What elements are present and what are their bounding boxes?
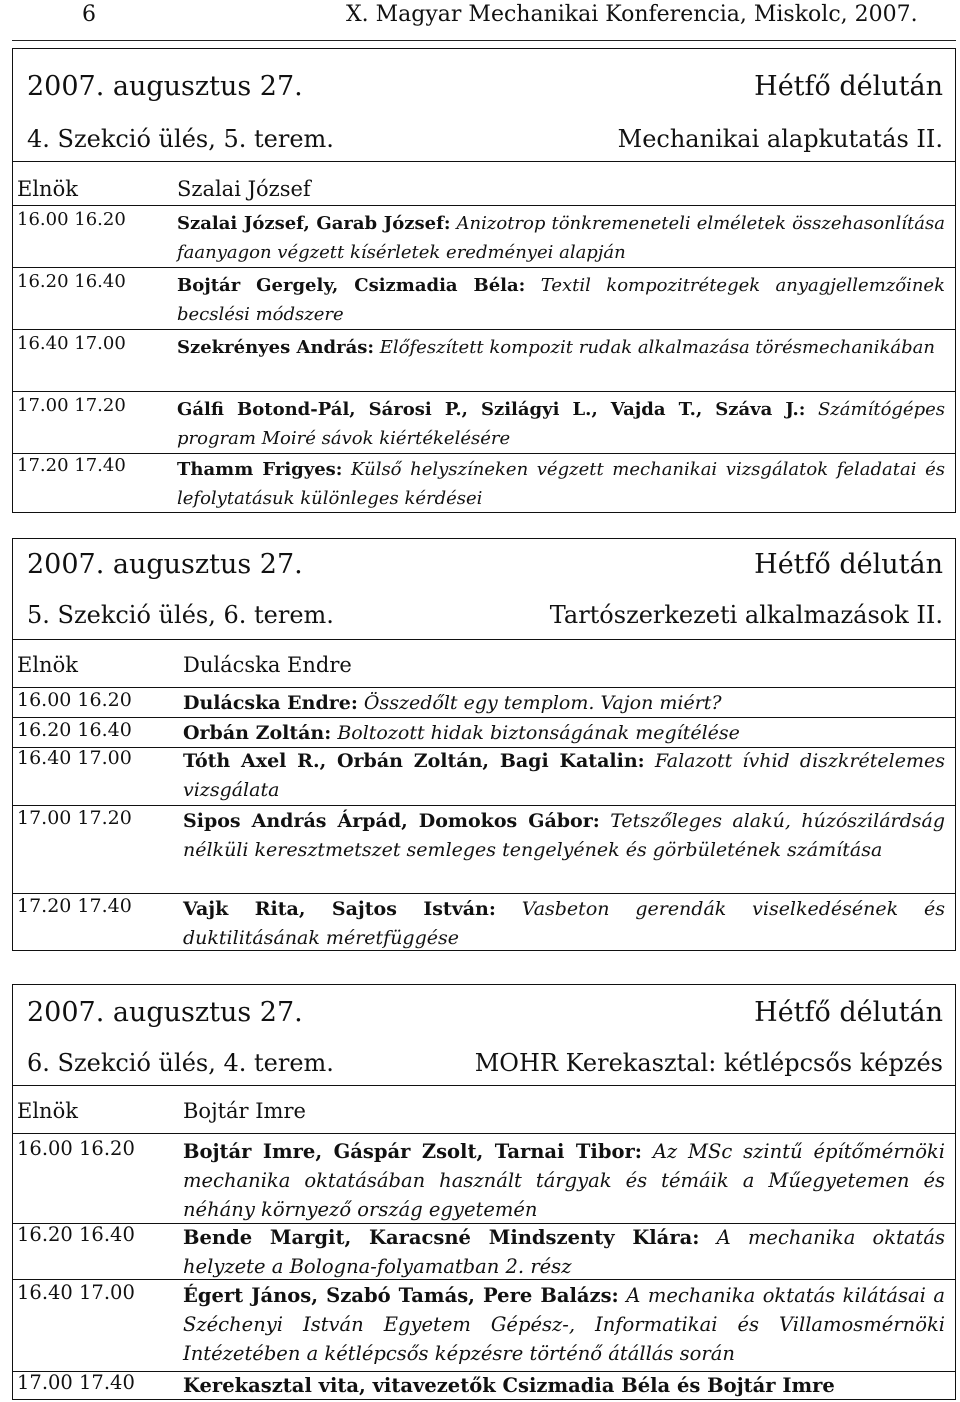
talk-authors: Sipos András Árpád, Domokos Gábor: [183, 810, 600, 832]
talk-desc [177, 395, 945, 453]
chair-label: Elnök [17, 653, 78, 677]
talk-time: 16.00 16.20 [17, 1137, 135, 1160]
session-room: 4. Szekció ülés, 5. terem. [27, 125, 334, 153]
talk-divider [13, 329, 955, 330]
chair-divider [13, 205, 955, 206]
talk-title: Textil kompozitrétegek anyagjellemzőinek becslési módszere [177, 275, 945, 325]
session-block-5 [12, 538, 956, 951]
talk-authors: Thamm Frigyes: [177, 459, 343, 480]
talk-divider [13, 391, 955, 392]
talk-authors: Bende Margit, Karacsné Mindszenty Klára: [183, 1226, 700, 1249]
talk-title: Számítógépes program Moiré sávok kiértékelésére [177, 399, 945, 449]
talk-desc [183, 1371, 945, 1400]
talk-title: Előfeszített kompozit rudak alkalmazása törésmechanikában [379, 337, 935, 358]
talk-time: 16.40 17.00 [17, 747, 132, 769]
session-day: Hétfő délután [754, 71, 943, 102]
session-day: Hétfő délután [754, 549, 943, 580]
talk-divider [13, 453, 955, 454]
talk-authors: Bojtár Imre, Gáspár Zsolt, Tarnai Tibor: [183, 1140, 642, 1163]
talk-time: 17.20 17.40 [17, 895, 132, 917]
talk-title: Vasbeton gerendák viselkedésének és duktilitásának méretfüggése [183, 898, 945, 949]
talk-authors: Kerekasztal vita, vitavezetők Csizmadia Béla és Bojtár Imre [183, 1374, 835, 1397]
talk-title: Az MSc szintű építőmérnöki mechanika oktatásában használt tárgyak és témáik a Műegyetemen és néhány környező ország egyetemén [183, 1140, 945, 1221]
session-divider [13, 639, 955, 640]
chair-divider [13, 1133, 955, 1134]
chair-name: Bojtár Imre [183, 1099, 306, 1123]
talk-time: 17.00 17.20 [17, 807, 132, 829]
talk-title: Tetszőleges alakú, húzószilárdság nélküli keresztmetszet semleges tengelyének és görbületének számítása [183, 810, 946, 861]
talk-desc [183, 689, 945, 718]
session-theme: Mechanikai alapkutatás II. [617, 125, 943, 153]
talk-desc [183, 807, 945, 865]
session-room: 6. Szekció ülés, 4. terem. [27, 1049, 334, 1077]
talk-title: Összedőlt egy templom. Vajon miért? [363, 692, 722, 714]
talk-time: 16.40 17.00 [17, 333, 126, 354]
talk-desc [183, 1281, 945, 1368]
session-block-6 [12, 984, 956, 1400]
session-date: 2007. augusztus 27. [27, 997, 303, 1028]
talk-title: Külső helyszíneken végzett mechanikai vizsgálatok feladatai és lefolytatásuk különleges kérdései [177, 459, 945, 509]
session-room: 5. Szekció ülés, 6. terem. [27, 601, 334, 629]
talk-time: 16.40 17.00 [17, 1281, 135, 1304]
talk-authors: Szalai József, Garab József: [177, 213, 451, 234]
session-block-4 [12, 48, 956, 513]
talk-title: Boltozott hidak biztonságának megítélése [337, 722, 740, 744]
running-title: X. Magyar Mechanikai Konferencia, Miskolc, 2007. [346, 2, 918, 27]
talk-time: 16.00 16.20 [17, 209, 126, 230]
talk-desc [177, 271, 945, 329]
talk-time: 16.20 16.40 [17, 1223, 135, 1246]
session-theme: MOHR Kerekasztal: kétlépcsős képzés [474, 1049, 943, 1077]
talk-divider [13, 1279, 955, 1280]
talk-authors: Bojtár Gergely, Csizmadia Béla: [177, 275, 526, 296]
talk-time: 17.00 17.20 [17, 395, 126, 416]
talk-title: Falazott ívhid diszkrételemes vizsgálata [183, 750, 945, 801]
session-theme: Tartószerkezeti alkalmazások II. [549, 601, 943, 629]
talk-authors: Égert János, Szabó Tamás, Pere Balázs: [183, 1284, 619, 1307]
header-rule [12, 40, 956, 41]
talk-desc [183, 747, 945, 805]
running-header [0, 0, 960, 40]
talk-divider [13, 717, 955, 718]
chair-name: Dulácska Endre [183, 653, 352, 677]
talk-time: 17.20 17.40 [17, 455, 126, 476]
talk-authors: Gálfi Botond-Pál, Sárosi P., Szilágyi L., Vajda T., Száva J.: [177, 399, 806, 420]
talk-authors: Tóth Axel R., Orbán Zoltán, Bagi Katalin: [183, 750, 645, 772]
chair-name: Szalai József [177, 177, 311, 201]
session-divider [13, 1085, 955, 1086]
talk-time: 16.00 16.20 [17, 689, 132, 711]
talk-desc [183, 719, 945, 748]
talk-desc [177, 333, 945, 362]
talk-desc [183, 895, 945, 953]
talk-desc [183, 1137, 945, 1224]
talk-authors: Orbán Zoltán: [183, 722, 332, 744]
chair-divider [13, 687, 955, 688]
talk-authors: Vajk Rita, Sajtos István: [183, 898, 496, 920]
session-divider [13, 161, 955, 162]
session-date: 2007. augusztus 27. [27, 71, 303, 102]
talk-authors: Szekrényes András: [177, 337, 375, 358]
talk-desc [183, 1223, 945, 1281]
chair-label: Elnök [17, 1099, 78, 1123]
talk-desc [177, 455, 945, 513]
talk-divider [13, 893, 955, 894]
talk-time: 16.20 16.40 [17, 271, 126, 292]
talk-divider [13, 267, 955, 268]
session-date: 2007. augusztus 27. [27, 549, 303, 580]
talk-authors: Dulácska Endre: [183, 692, 358, 714]
talk-divider [13, 805, 955, 806]
talk-time: 17.00 17.40 [17, 1371, 135, 1394]
talk-time: 16.20 16.40 [17, 719, 132, 741]
page-number: 6 [82, 2, 96, 27]
talk-title: A mechanika oktatás kilátásai a Széchenyi István Egyetem Gépész-, Informatikai és Villamosmérnöki Intézetében a kétlépcsős képzésre történő átállás során [183, 1284, 946, 1365]
chair-label: Elnök [17, 177, 78, 201]
talk-title: Anizotrop tönkremeneteli elméletek összehasonlítása faanyagon végzett kísérletek eredményei alapján [177, 213, 945, 263]
talk-title: A mechanika oktatás helyzete a Bologna-folyamatban 2. rész [183, 1226, 946, 1278]
session-day: Hétfő délután [754, 997, 943, 1028]
talk-desc [177, 209, 945, 267]
